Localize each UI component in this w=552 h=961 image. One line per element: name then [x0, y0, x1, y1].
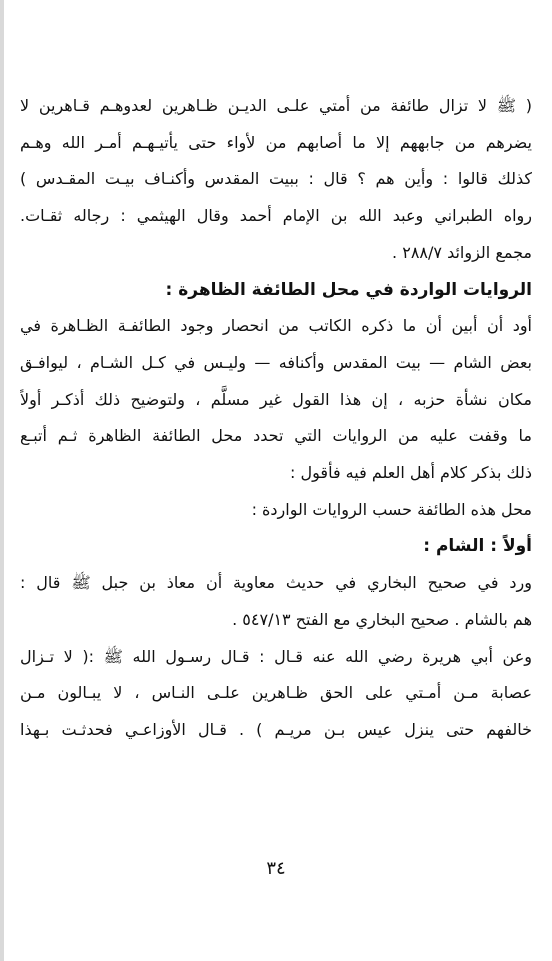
subsection-heading: أولاً : الشام : — [423, 536, 532, 557]
text-line-1: ( ﷺ لا تزال طائفة من أمتي علـى الديـن ظـاهرين لعدوهـم قـاهرين لا — [20, 96, 532, 115]
section-heading: الروايات الواردة في محل الطائفة الظاهرة : — [165, 279, 532, 300]
page-edge-shadow — [0, 0, 4, 961]
text-line-11: ذلك بذكر كلام أهل العلم فيه فأقول : — [290, 463, 532, 483]
text-line-10: ما وقفت عليه من الروايات التي تحدد محل الطائفة الظاهرة ثـم أتبـع — [20, 426, 532, 446]
text-line-5: مجمع الزوائد ٢٨٨/٧ . — [392, 242, 532, 262]
text-line-12: محل هذه الطائفة حسب الروايات الواردة : — [251, 499, 532, 519]
text-line-9: مكان نشأة حزبه ، إن هذا القول غير مسلَّم ، ولتوضيح ذلك أذكـر أولاً — [20, 389, 532, 409]
text-line-3: كذلك قالوا : وأين هم ؟ قال : ببيت المقدس وأكنـاف بيـت المقـدس ) — [20, 169, 532, 189]
text-line-4: رواه الطبراني وعبد الله بن الإمام أحمد وقال الهيثمي : رجاله ثقـات. — [20, 206, 532, 226]
text-line-16: وعن أبي هريرة رضي الله عنه قـال : قـال رسـول الله ﷺ :( لا تـزال — [20, 646, 532, 666]
text-line-17: عصابة مـن أمـتي على الحق ظـاهرين علـى النـاس ، لا يبـالون مـن — [20, 683, 532, 703]
text-line-8: بعض الشام — بيت المقدس وأكنافه — وليـس في كـل الشـام ، ليوافـق — [20, 352, 532, 372]
text-line-18: خالفهم حتى ينزل عيس بـن مريـم ) . قـال الأوزاعـي فحدثـت بـهذا — [20, 719, 532, 739]
text-line-15: هم بالشام . صحيح البخاري مع الفتح ٥٤٧/١٣ . — [232, 609, 532, 629]
text-line-7: أود أن أبين أن ما ذكره الكاتب من انحصار وجود الطائفـة الظـاهرة في — [20, 316, 532, 336]
body-text — [20, 88, 532, 749]
page-number: ٣٤ — [266, 858, 286, 879]
text-line-2: يضرهم من جابههم إلا ما أصابهم من لأواء حتى يأتيـهـم أمـر الله وهـم — [20, 132, 532, 152]
text-line-14: ورد في صحيح البخاري في حديث معاوية أن معاذ بن جبل ﷺ قال : — [20, 573, 532, 593]
